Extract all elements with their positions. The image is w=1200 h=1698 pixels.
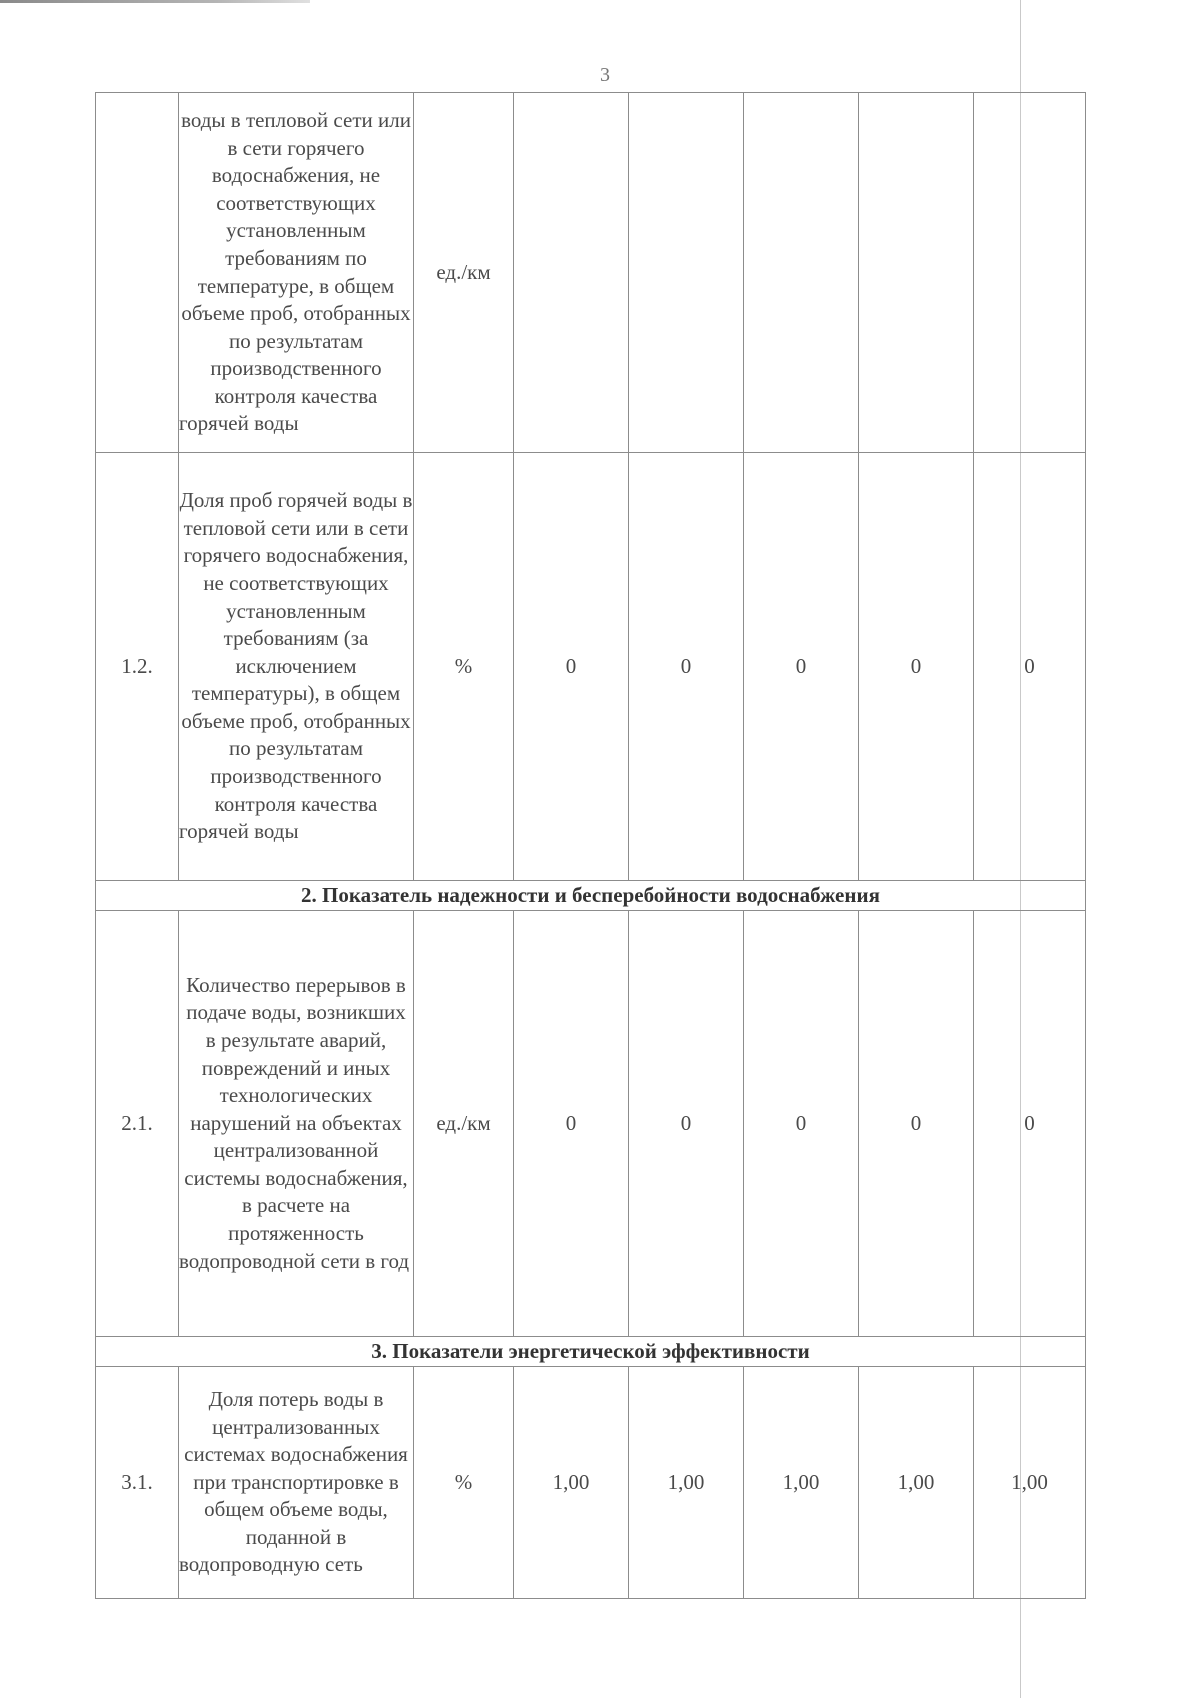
section-title: 3. Показатели энергетической эффективности [96,1337,1086,1367]
value-cell: 0 [744,453,859,881]
unit-cell: ед./км [414,93,514,453]
table-row [96,93,1086,453]
unit-cell: ед./км [414,911,514,1337]
value-cell: 1,00 [744,1367,859,1599]
value-cell: 0 [974,453,1086,881]
row-number [96,93,179,453]
value-cell: 0 [859,911,974,1337]
value-cell [514,93,629,453]
page-number: 3 [600,64,610,86]
section-header-row [96,1337,1086,1367]
indicator-description: Доля потерь воды в централизованных системах водоснабжения при транспортировке в общем объеме воды, поданной в водопроводную сеть [179,1367,414,1599]
value-cell: 0 [629,453,744,881]
value-cell: 1,00 [629,1367,744,1599]
value-cell [629,93,744,453]
table-row [96,911,1086,1337]
value-cell [744,93,859,453]
section-header-row [96,881,1086,911]
indicator-description: Доля проб горячей воды в тепловой сети или в сети горячего водоснабжения, не соответствующих установленным требованиям (за исключением температуры), в общем объеме проб, отобранных по результатам производственного контроля качества горячей воды [179,453,414,881]
value-cell [974,93,1086,453]
indicator-description: воды в тепловой сети или в сети горячего водоснабжения, не соответствующих установленным требованиям по температуре, в общем объеме проб, отобранных по результатам производственного контроля качества горячей воды [179,93,414,453]
row-number: 1.2. [96,453,179,881]
value-cell: 0 [629,911,744,1337]
value-cell [859,93,974,453]
value-cell: 1,00 [514,1367,629,1599]
value-cell: 0 [744,911,859,1337]
value-cell: 0 [514,453,629,881]
row-number: 3.1. [96,1367,179,1599]
row-number: 2.1. [96,911,179,1337]
value-cell: 1,00 [859,1367,974,1599]
value-cell: 0 [974,911,1086,1337]
indicator-description: Количество перерывов в подаче воды, возникших в результате аварий, повреждений и иных технологических нарушений на объектах централизованной системы водоснабжения, в расчете на протяженность водопроводной сети в год [179,911,414,1337]
scan-edge-artifact [0,0,310,3]
section-title: 2. Показатель надежности и бесперебойности водоснабжения [96,881,1086,911]
value-cell: 0 [859,453,974,881]
value-cell: 0 [514,911,629,1337]
table-row [96,1367,1086,1599]
indicators-table [95,92,1086,1599]
table-row [96,453,1086,881]
unit-cell: % [414,453,514,881]
value-cell: 1,00 [974,1367,1086,1599]
unit-cell: % [414,1367,514,1599]
